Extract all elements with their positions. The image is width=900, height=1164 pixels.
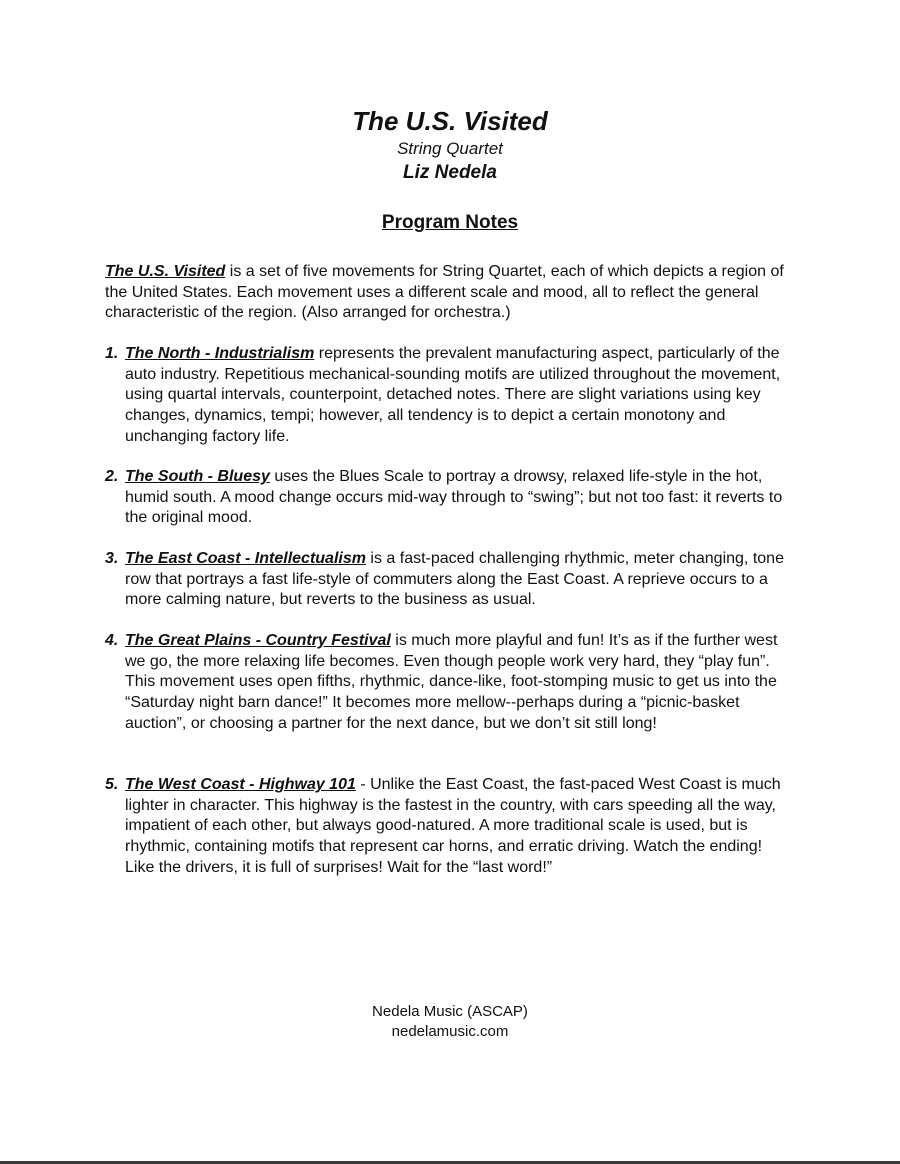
publisher-line: Nedela Music (ASCAP) bbox=[372, 1003, 528, 1020]
movement-title: The West Coast - Highway 101 bbox=[125, 776, 356, 793]
movement-number: 2. bbox=[105, 468, 119, 485]
intro-title: The U.S. Visited bbox=[105, 263, 226, 280]
movement-title: The South - Bluesy bbox=[125, 468, 270, 485]
movement-number: 4. bbox=[105, 632, 119, 649]
movement-number: 3. bbox=[105, 550, 119, 567]
movement-text: represents the prevalent manufacturing aspect, particularly of the auto industry. Repetitious mechanical-sounding motifs are utilized throughout the movement, using quartal intervals, counterpoint, detached notes. There are slight variations using key changes, dynamics, tempi; however, all tendency is to depict a certain monotony and unchanging factory life. bbox=[125, 345, 781, 445]
movement-2 bbox=[105, 467, 795, 529]
movement-title: The East Coast - Intellectualism bbox=[125, 550, 366, 567]
movement-number: 1. bbox=[105, 345, 119, 362]
intro-text: is a set of five movements for String Quartet, each of which depicts a region of the United States. Each movement uses a different scale and mood, all to reflect the general characteristic of the region. (Also arranged for orchestra.) bbox=[105, 263, 784, 322]
movement-title: The North - Industrialism bbox=[125, 345, 315, 362]
piece-title: The U.S. Visited bbox=[352, 106, 548, 136]
intro-paragraph bbox=[105, 262, 795, 324]
document-footer bbox=[0, 1002, 900, 1042]
movement-4 bbox=[105, 631, 795, 735]
document-header bbox=[0, 105, 900, 185]
section-heading: Program Notes bbox=[381, 212, 519, 233]
movement-text: is a fast-paced challenging rhythmic, meter changing, tone row that portrays a fast life-style of commuters along the East Coast. A reprieve occurs to a more calming nature, but reverts to the business as usual. bbox=[125, 550, 784, 609]
website-line: nedelamusic.com bbox=[391, 1023, 509, 1040]
piece-subtitle: String Quartet bbox=[397, 139, 503, 158]
composer-name: Liz Nedela bbox=[403, 162, 497, 183]
movement-5 bbox=[105, 775, 795, 879]
movement-3 bbox=[105, 549, 795, 611]
movement-number: 5. bbox=[105, 776, 119, 793]
movement-1 bbox=[105, 344, 795, 448]
movement-text: is much more playful and fun! It’s as if the further west we go, the more relaxing life becomes. Even though people work very hard, they “play fun”. This movement uses open fifths, rhythmic, dance-like, foot-stomping music to get us into the “Saturday night barn dance!” It becomes more mellow--perhaps during a “picnic-basket auction”, or choosing a partner for the next dance, but we don’t sit still long! bbox=[125, 632, 778, 732]
movement-title: The Great Plains - Country Festival bbox=[125, 632, 391, 649]
movement-text: uses the Blues Scale to portray a drowsy, relaxed life-style in the hot, humid south. A mood change occurs mid-way through to “swing”; but not too fast: it reverts to the original mood. bbox=[125, 468, 783, 527]
movement-text: - Unlike the East Coast, the fast-paced West Coast is much lighter in character. This highway is the fastest in the country, with cars speeding all the way, impatient of each other, but always good-natured. A more traditional scale is used, but is rhythmic, containing motifs that represent car horns, and erratic driving. Watch the ending! Like the drivers, it is full of surprises! Wait for the “last word!” bbox=[125, 776, 781, 876]
